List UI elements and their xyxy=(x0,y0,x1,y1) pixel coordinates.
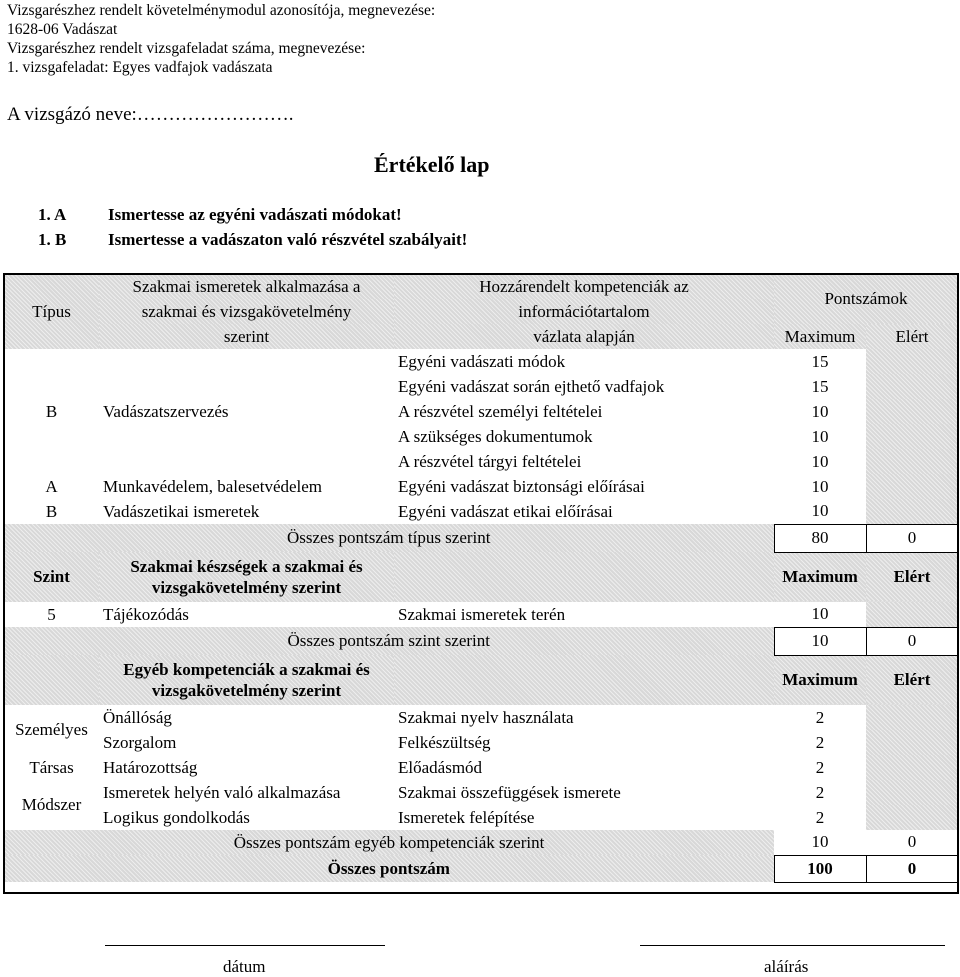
evaluation-table xyxy=(4,274,959,883)
other-max-header: Maximum xyxy=(774,655,866,705)
competency-cell: Egyéni vadászat etikai előírásai xyxy=(398,501,613,521)
category-cell: Módszer xyxy=(21,795,82,814)
skills-max-header: Maximum xyxy=(774,552,866,602)
achieved-score-cell[interactable] xyxy=(866,705,958,730)
max-score-cell: 2 xyxy=(815,757,825,777)
other-header xyxy=(99,655,394,705)
competency-cell: Előadásmód xyxy=(398,757,483,777)
other-header-blank xyxy=(4,655,99,705)
achieved-score-cell[interactable] xyxy=(866,424,958,449)
achieved-score-cell[interactable] xyxy=(866,349,958,374)
area-cell: Határozottság xyxy=(103,757,198,777)
type-cell: B xyxy=(45,501,58,521)
skills-header-line2: szakmai és vizsgakövetelmény xyxy=(99,299,394,324)
competency-cell: Egyéni vadászat biztonsági előírásai xyxy=(398,476,645,496)
area-cell: Szorgalom xyxy=(103,732,177,752)
grand-total-achieved: 0 xyxy=(866,855,958,882)
achieved-header: Elért xyxy=(866,324,958,349)
achieved-score-cell[interactable] xyxy=(866,755,958,780)
achieved-score-cell[interactable] xyxy=(866,499,958,524)
signature-label: aláírás xyxy=(764,957,809,976)
achieved-score-cell[interactable] xyxy=(866,805,958,830)
type-total-max: 80 xyxy=(774,524,866,552)
achieved-score-cell[interactable] xyxy=(866,780,958,805)
comp-header-line3: vázlata alapján xyxy=(394,324,774,349)
type-total-label: Összes pontszám típus szerint xyxy=(4,524,774,552)
grand-total-label: Összes pontszám xyxy=(4,855,774,882)
area-cell: Munkavédelem, balesetvédelem xyxy=(103,476,323,496)
competency-cell: Szakmai összefüggések ismerete xyxy=(398,782,621,802)
skills-header-line2: vizsgakövetelmény szerint xyxy=(151,578,342,597)
achieved-score-cell[interactable] xyxy=(866,474,958,499)
max-score-cell: 15 xyxy=(811,351,829,371)
competency-cell: Szakmai nyelv használata xyxy=(398,707,574,727)
type-total-achieved: 0 xyxy=(866,524,958,552)
date-line xyxy=(105,945,385,946)
max-score-cell: 10 xyxy=(811,476,829,496)
competency-cell: Egyéni vadászati módok xyxy=(398,351,566,371)
area-cell: Vadászetikai ismeretek xyxy=(103,501,260,521)
competency-cell: Szakmai ismeretek terén xyxy=(398,604,566,624)
skills-achieved-header: Elért xyxy=(866,552,958,602)
area-cell: Önállóság xyxy=(103,707,172,727)
task-label: Vizsgarészhez rendelt vizsgafeladat száma, megnevezése: xyxy=(7,40,366,57)
competency-cell: Felkészültség xyxy=(398,732,491,752)
other-header-line2: vizsgakövetelmény szerint xyxy=(151,681,342,700)
task-name: 1. vizsgafeladat: Egyes vadfajok vadászata xyxy=(7,59,273,76)
max-header: Maximum xyxy=(774,324,866,349)
max-score-cell: 2 xyxy=(815,732,825,752)
skills-header-line1: Szakmai ismeretek alkalmazása a xyxy=(99,274,394,299)
level-total-achieved: 0 xyxy=(866,627,958,655)
area-cell: Logikus gondolkodás xyxy=(103,807,250,827)
type-header: Típus xyxy=(4,274,99,349)
achieved-score-cell[interactable] xyxy=(866,399,958,424)
type-cell: A xyxy=(45,476,58,496)
competency-cell: Ismeretek felépítése xyxy=(398,807,535,827)
page-title: Értékelő lap xyxy=(374,152,490,177)
task-text-b: Ismertesse a vadászaton való részvétel szabályait! xyxy=(108,230,468,249)
achieved-score-cell[interactable] xyxy=(866,602,958,627)
max-score-cell: 2 xyxy=(815,782,825,802)
signature-line xyxy=(640,945,945,946)
max-score-cell: 10 xyxy=(811,501,829,521)
comp-header-line2: információtartalom xyxy=(394,299,774,324)
level-header: Szint xyxy=(4,552,99,602)
level-cell: 5 xyxy=(47,604,56,624)
skills-header-line1: Szakmai készségek a szakmai és xyxy=(130,557,363,576)
max-score-cell: 2 xyxy=(815,707,825,727)
max-score-cell: 10 xyxy=(811,401,829,421)
grand-total-max: 100 xyxy=(774,855,866,882)
competency-cell: A részvétel tárgyi feltételei xyxy=(398,451,582,471)
other-total-label: Összes pontszám egyéb kompetenciák szerint xyxy=(4,830,774,855)
task-code-b: 1. B xyxy=(38,230,67,249)
category-cell: Személyes xyxy=(15,720,88,739)
area-cell: Tájékozódás xyxy=(103,604,189,624)
max-score-cell: 10 xyxy=(811,451,829,471)
other-achieved-header: Elért xyxy=(866,655,958,705)
achieved-score-cell[interactable] xyxy=(866,449,958,474)
max-score-cell: 15 xyxy=(811,376,829,396)
module-label: Vizsgarészhez rendelt követelménymodul azonosítója, megnevezése: xyxy=(7,2,436,19)
other-total-max: 10 xyxy=(811,832,829,852)
max-score-cell: 10 xyxy=(811,426,829,446)
level-total-max: 10 xyxy=(774,627,866,655)
other-header-line1: Egyéb kompetenciák a szakmai és xyxy=(123,660,370,679)
date-label: dátum xyxy=(223,957,266,976)
competency-cell: A szükséges dokumentumok xyxy=(398,426,593,446)
achieved-score-cell[interactable] xyxy=(866,374,958,399)
points-header: Pontszámok xyxy=(774,274,958,324)
competency-cell: Egyéni vadászat során ejthető vadfajok xyxy=(398,376,665,396)
category-cell: Társas xyxy=(29,757,74,777)
area-cell: Vadászatszervezés xyxy=(103,401,229,421)
max-score-cell: 2 xyxy=(815,807,825,827)
skills-header-blank xyxy=(394,552,774,602)
module-name: 1628-06 Vadászat xyxy=(7,21,118,38)
task-code-a: 1. A xyxy=(38,205,67,224)
type-cell: B xyxy=(45,401,58,421)
skills-header-line3: szerint xyxy=(99,324,394,349)
other-header-blank-2 xyxy=(394,655,774,705)
level-total-label: Összes pontszám szint szerint xyxy=(4,627,774,655)
candidate-name-field[interactable]: A vizsgázó neve:……………………. xyxy=(7,104,294,125)
skills-header xyxy=(99,552,394,602)
area-cell: Ismeretek helyén való alkalmazása xyxy=(103,782,341,802)
other-total-achieved: 0 xyxy=(907,832,917,852)
competency-cell: A részvétel személyi feltételei xyxy=(398,401,603,421)
max-score-cell: 10 xyxy=(811,604,829,624)
achieved-score-cell[interactable] xyxy=(866,730,958,755)
task-text-a: Ismertesse az egyéni vadászati módokat! xyxy=(108,205,402,224)
comp-header-line1: Hozzárendelt kompetenciák az xyxy=(394,274,774,299)
